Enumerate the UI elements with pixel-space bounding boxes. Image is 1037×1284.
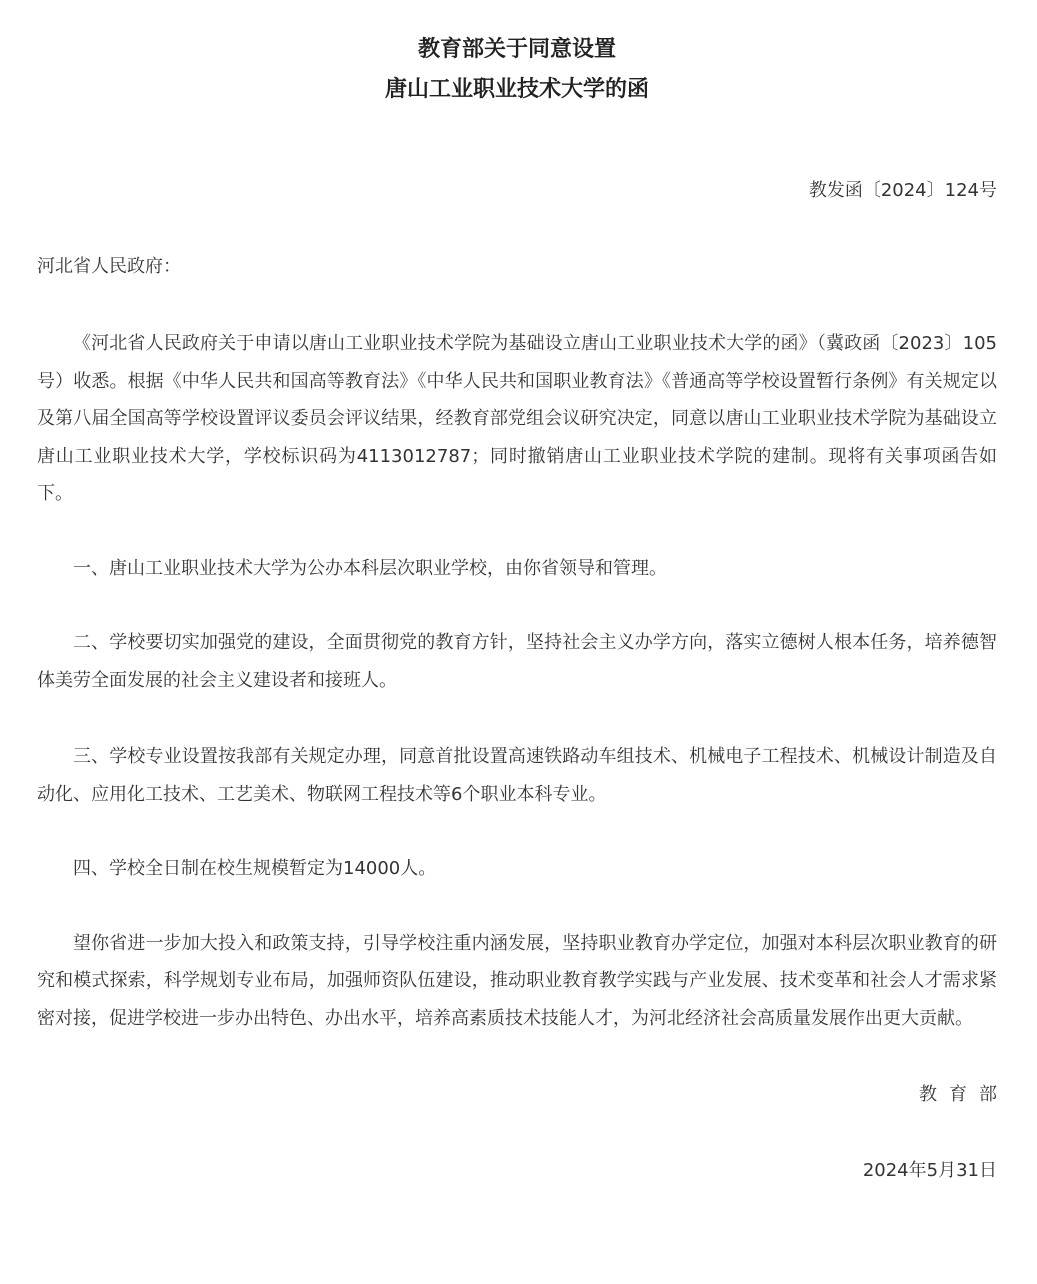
paragraph-item-3: 三、学校专业设置按我部有关规定办理，同意首批设置高速铁路动车组技术、机械电子工程技术、机械设计制造及自动化、应用化工技术、工艺美术、物联网工程技术等6个职业本科专业。 (37, 746, 997, 805)
paragraph-intro: 《河北省人民政府关于申请以唐山工业职业技术学院为基础设立唐山工业职业技术大学的函》（冀政函〔2023〕105号）收悉。根据《中华人民共和国高等教育法》《中华人民共和国职业教育法》《普通高等学校设置暂行条例》有关规定以及第八届全国高等学校设置评议委员会评议结果，经教育部党组会议研究决定，同意以唐山工业职业技术学院为基础设立唐山工业职业技术大学，学校标识码为4113012787；同时撤销唐山工业职业技术学院的建制。现将有关事项函告如下。 (37, 333, 997, 504)
paragraph-item-2: 二、学校要切实加强党的建设，全面贯彻党的教育方针，坚持社会主义办学方向，落实立德树人根本任务，培养德智体美劳全面发展的社会主义建设者和接班人。 (37, 632, 997, 691)
date: 2024年5月31日 (862, 1160, 997, 1181)
signature: 教育部 (919, 1084, 1009, 1105)
paragraph-item-1: 一、唐山工业职业技术大学为公办本科层次职业学校，由你省领导和管理。 (73, 557, 667, 579)
title-line-1: 教育部关于同意设置 (417, 37, 616, 62)
official-letter (37, 30, 1009, 1189)
title-line-2: 唐山工业职业技术大学的函 (384, 77, 649, 102)
recipient: 河北省人民政府： (37, 256, 181, 277)
paragraph-closing: 望你省进一步加大投入和政策支持，引导学校注重内涵发展，坚持职业教育办学定位，加强对本科层次职业教育的研究和模式探索，科学规划专业布局，加强师资队伍建设，推动职业教育教学实践与产业发展、技术变革和社会人才需求紧密对接，促进学校进一步办出特色、办出水平，培养高素质技术技能人才，为河北经济社会高质量发展作出更大贡献。 (37, 932, 997, 1029)
paragraph-item-4: 四、学校全日制在校生规模暂定为14000人。 (73, 858, 437, 879)
document-number: 教发函〔2024〕124号 (808, 180, 997, 201)
